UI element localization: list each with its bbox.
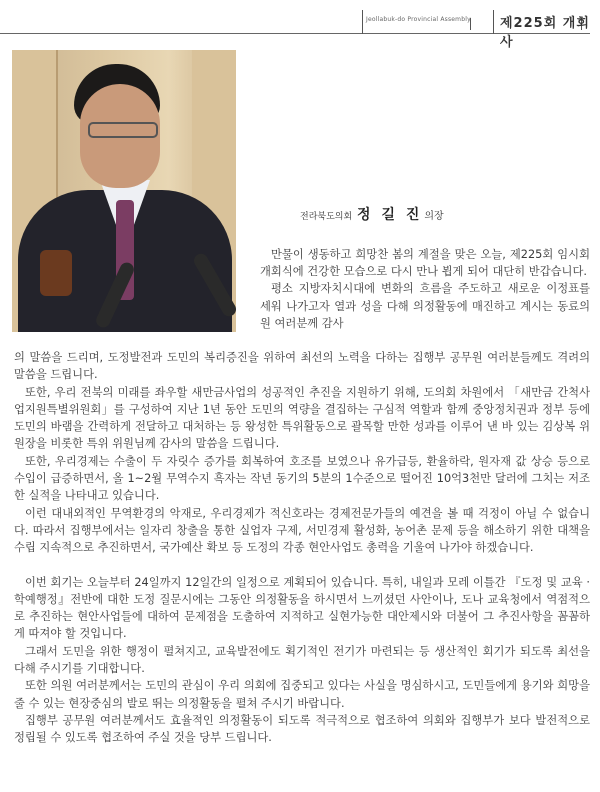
header-session-title: 제225회 개회사 [500,16,590,50]
paragraph: 집행부 공무원 여러분께서도 효율적인 의정활동이 되도록 적극적으로 협조하여 의회와 집행부가 보다 발전적으로 정립될 수 있도록 협조하여 주실 것을 당부 드립니다. [14,713,590,745]
speaker-photo [12,50,236,332]
paragraph: 이런 대내외적인 무역환경의 악재로, 우리경제가 적신호라는 경제전문가들의 예견을 볼 때 걱정이 아닐 수 없습니다. 따라서 집행부에서는 일자리 창출을 통한 실업자 구제, 서민경제 활성화, 농어촌 문제 등을 해소하기 위한 대책을 수립 지속적으로 추진하면서, 국가예산 확보 등 도정의 각종 현안사업도 총력을 기울여 나가야 하겠습니다. [14,506,590,555]
header-divider [362,10,363,34]
paragraph: 또한, 우리경제는 수출이 두 자릿수 증가를 회복하여 호조를 보였으나 유가급등, 환율하락, 원자재 값 상승 등으로 수입이 급증하면서, 올 1~2월 무역수지 흑자는 작년 동기의 5분의 1수준으로 떨어진 10억3천만 달러에 그치는 저조한 실적을 나타내고 있습니다. [14,454,590,503]
body-full-width [14,349,590,747]
body-column-right [260,246,590,332]
paragraph: 또한, 우리 전북의 미래를 좌우할 새만금사업의 성공적인 추진을 지원하기 위해, 도의회 차원에서 「새만금 간척사업지원특별위원회」를 구성하여 지난 1년 동안 도민의 역량을 결집하는 구심적 역할과 함께 중앙정치권과 정부 등에 도민의 바램을 간력하게 전달하고 대처하는 등 왕성한 특위활동으로 괄목할 만한 성과를 이루어 낸 바 있는 김상복 위원장을 비롯한 특위 위원님께 감사의 말씀을 드립니다. [14,385,590,451]
speaker-name: 정 길 진 [357,207,423,223]
paragraph: 이번 회기는 오늘부터 24일까지 12일간의 일정으로 계획되어 있습니다. 특히, 내일과 모레 이틀간 『도정 및 교육 · 학예행정』전반에 대한 도정 질문시에는 그동안 의정활동을 하시면서 느끼셨던 사안이나, 도나 교육청에서 역점적으로 추진하는 현안사업들에 대하여 문제점을 도출하여 지적하고 실현가능한 대안제시와 더불어 그 추진사항을 꼼꼼하게 따져야 할 것입니다. [14,575,590,641]
paragraph: 또한 의원 여러분께서는 도민의 관심이 우리 의회에 집중되고 있다는 사실을 명심하시고, 도민들에게 용기와 희망을 줄 수 있는 현장중심의 발로 뛰는 의정활동을 펼쳐 주시기 바랍니다. [14,679,590,710]
gavel-icon [40,250,72,296]
header-english-title: Jeollabuk-do Provincial Assembly [366,16,471,23]
speaker-title: 의장 [424,211,444,222]
paragraph: 의 말씀을 드리며, 도정발전과 도민의 복리증진을 위하여 최선의 노력을 다하는 집행부 공무원 여러분들께도 격려의 말씀을 드립니다. [14,351,590,382]
paragraph: 만물이 생동하고 희망찬 봄의 계절을 맞은 오늘, 제225회 임시회 개회식에 건강한 모습으로 다시 만나 뵙게 되어 대단히 반갑습니다. [260,248,590,279]
paragraph: 그래서 도민을 위한 행정이 펼쳐지고, 교육발전에도 획기적인 전기가 마련되는 등 생산적인 회기가 되도록 최선을 다해 주시기를 기대합니다. [14,644,590,676]
header-divider [493,10,494,34]
paragraph: 평소 지방자치시대에 변화의 흐름을 주도하고 새로운 이정표를 세워 나가고자 열과 성을 다해 의정활동에 매진하고 계시는 동료의원 여러분께 감사 [260,282,590,330]
speaker-organization: 전라북도의회 [300,212,353,222]
speaker-byline [300,204,444,224]
glasses [88,122,158,138]
